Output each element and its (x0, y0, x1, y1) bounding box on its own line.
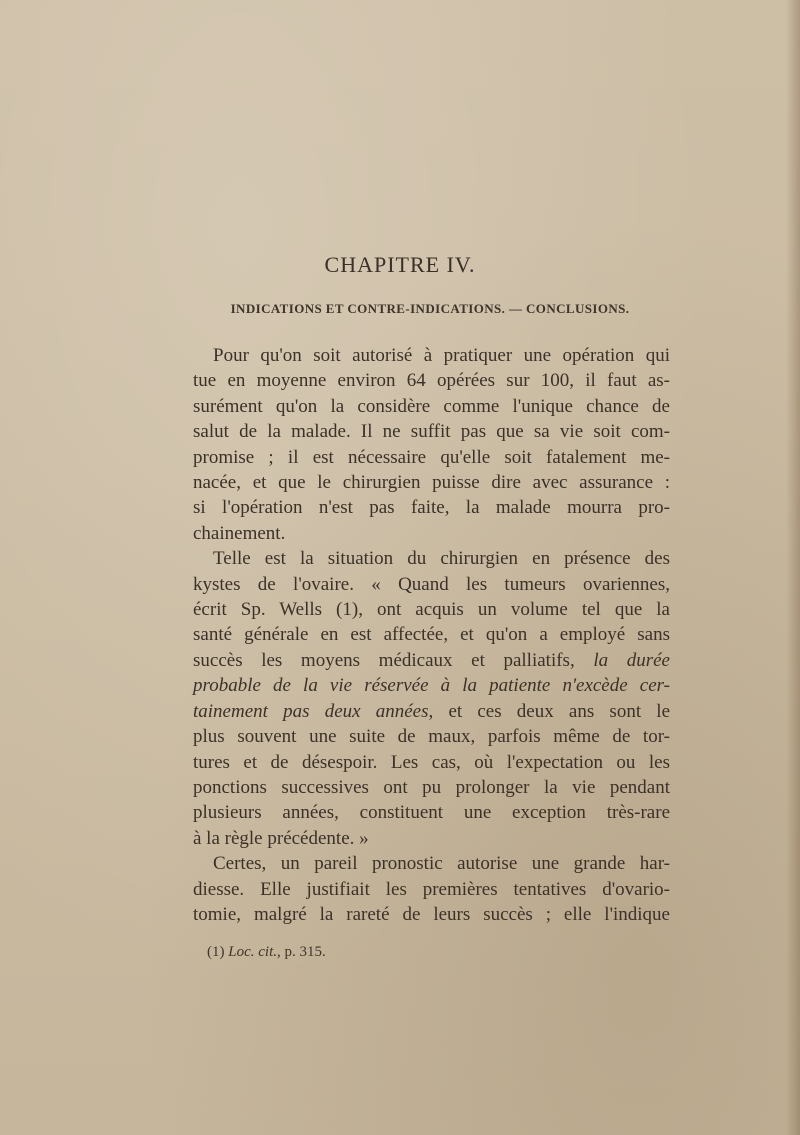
text-line: Certes, un pareil pronostic autorise une grande har- (213, 853, 670, 875)
text-segment: , et ces deux ans sont le (428, 700, 670, 722)
italic-segment: probable de la vie réservée à la patiente n'excède cer- (193, 675, 670, 697)
text-line: promise ; il est nécessaire qu'elle soit fatalement me- (193, 446, 670, 468)
text-line: diesse. Elle justifiait les premières tentatives d'ovario- (193, 878, 670, 900)
text-line: Telle est la situation du chirurgien en présence des (213, 548, 670, 570)
text-line (193, 699, 670, 724)
body-text (193, 343, 670, 927)
footnote-reference: Loc. cit. (228, 944, 277, 960)
page-edge-shadow (786, 0, 800, 1135)
footnote (207, 944, 326, 961)
text-segment: succès les moyens médicaux et palliatifs, (193, 649, 575, 671)
footnote-marker: (1) (207, 944, 225, 960)
text-line (193, 673, 670, 698)
text-line: Pour qu'on soit autorisé à pratiquer une opération qui (213, 345, 670, 366)
text-line: ponctions successives ont pu prolonger la vie pendant (193, 776, 670, 798)
chapter-title: CHAPITRE IV. (324, 252, 476, 277)
italic-segment: la durée (593, 649, 670, 671)
text-line: nacée, et que le chirurgien puisse dire avec assurance : (193, 472, 670, 494)
text-line: plus souvent une suite de maux, parfois même de tor- (193, 726, 670, 748)
text-line: kystes de l'ovaire. « Quand les tumeurs ovariennes, (193, 573, 670, 595)
text-line: chainement. (193, 522, 286, 544)
text-line: plusieurs années, constituent une exception très-rare (193, 802, 670, 824)
text-line: écrit Sp. Wells (1), ont acquis un volume tel que la (193, 599, 670, 621)
text-line: santé générale en est affectée, et qu'on a employé sans (193, 624, 670, 646)
text-line: si l'opération n'est pas faite, la malade mourra pro- (193, 497, 670, 519)
text-line (193, 648, 670, 673)
section-heading: INDICATIONS ET CONTRE-INDICATIONS. — CONCLUSIONS. (230, 301, 630, 316)
italic-segment: tainement pas deux années (193, 700, 429, 722)
footnote-page: , p. 315. (277, 944, 326, 960)
text-line: tures et de désespoir. Les cas, où l'expectation ou les (193, 751, 670, 773)
text-line: tomie, malgré la rareté de leurs succès ; elle l'indique (193, 903, 670, 925)
text-line: à la règle précédente. » (193, 827, 369, 849)
text-line: salut de la malade. Il ne suffit pas que sa vie soit com- (193, 421, 670, 443)
text-line: surément qu'on la considère comme l'unique chance de (193, 395, 670, 417)
text-line: tue en moyenne environ 64 opérées sur 100, il faut as- (193, 370, 670, 392)
